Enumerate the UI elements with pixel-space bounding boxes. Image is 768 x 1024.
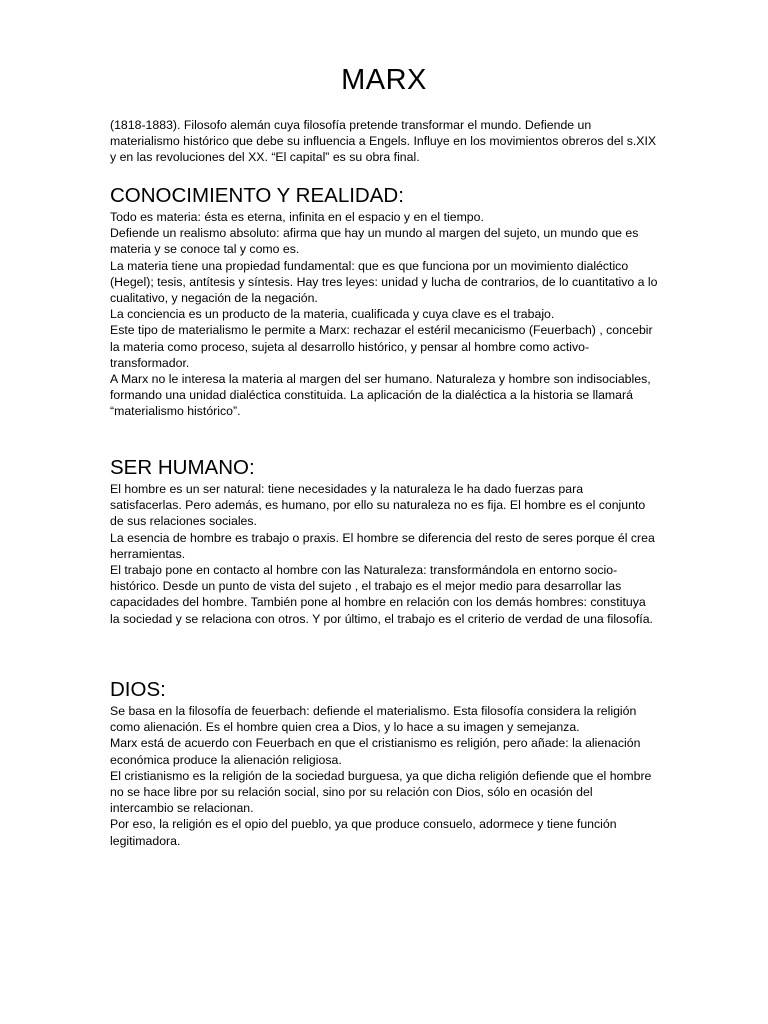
paragraph: El trabajo pone en contacto al hombre con las Naturaleza: transformándola en entorno socio-histórico. Desde un punto de vista del sujeto , el trabajo es el mejor medio para desarrollar las capacidades del hombre. También pone al hombre en relación con los demás hombres: constituya la sociedad y se relaciona con otros. Y por último, el trabajo es el criterio de verdad de una filosofía. <box>110 563 653 626</box>
section-heading: CONOCIMIENTO Y REALIDAD: <box>110 184 404 207</box>
section-heading: DIOS: <box>110 678 166 701</box>
paragraph: Defiende un realismo absoluto: afirma que hay un mundo al margen del sujeto, un mundo que es materia y se conoce tal y como es. <box>110 226 639 257</box>
intro-paragraph: (1818-1883). Filosofo alemán cuya filosofía pretende transformar el mundo. Defiende un materialismo histórico que debe su influencia a Engels. Influye en los movimientos obreros del s.XIX y en las revoluciones del XX. “El capital” es su obra final. <box>110 118 657 165</box>
paragraph: El cristianismo es la religión de la sociedad burguesa, ya que dicha religión defiende que el hombre no se hace libre por su relación social, sino por su relación con Dios, sólo en ocasión del intercambio se relacionan. <box>110 768 652 816</box>
section-heading: SER HUMANO: <box>110 456 255 479</box>
paragraph: Por eso, la religión es el opio del pueblo, ya que produce consuelo, adormece y tiene función legitimadora. <box>110 817 617 848</box>
paragraph: Todo es materia: ésta es eterna, infinita en el espacio y en el tiempo. <box>110 210 484 224</box>
section-dios <box>110 677 658 849</box>
section-ser-humano <box>110 455 658 627</box>
paragraph: A Marx no le interesa la materia al margen del ser humano. Naturaleza y hombre son indisociables, formando una unidad dialéctica constituida. La aplicación de la dialéctica a la historia se llamará “materialismo histórico”. <box>110 372 651 419</box>
paragraph: La esencia de hombre es trabajo o praxis. El hombre se diferencia del resto de seres porque él crea herramientas. <box>110 530 655 561</box>
paragraph: La materia tiene una propiedad fundamental: que es que funciona por un movimiento dialéctico (Hegel); tesis, antítesis y síntesis. Hay tres leyes: unidad y lucha de contrarios, de lo cuantitativo a lo cualitativo, y negación de la negación. <box>110 258 658 306</box>
page-title: MARX <box>341 64 427 96</box>
paragraph: Se basa en la filosofía de feuerbach: defiende el materialismo. Esta filosofía considera la religión como alienación. Es el hombre quien crea a Dios, y lo hace a su imagen y semejanza. <box>110 704 637 735</box>
paragraph: El hombre es un ser natural: tiene necesidades y la naturaleza le ha dado fuerzas para satisfacerlas. Pero además, es humano, por ello su naturaleza no es fija. El hombre es el conjunto de sus relaciones sociales. <box>110 482 646 529</box>
paragraph: Marx está de acuerdo con Feuerbach en que el cristianismo es religión, pero añade: la alienación económica produce la alienación religiosa. <box>110 736 641 767</box>
section-conocimiento-y-realidad <box>110 183 658 420</box>
paragraph: Este tipo de materialismo le permite a Marx: rechazar el estéril mecanicismo (Feuerbach) , concebir la materia como proceso, sujeta al desarrollo histórico, y pensar al hombre como activo-transformador. <box>110 323 653 370</box>
paragraph: La conciencia es un producto de la materia, cualificada y cuya clave es el trabajo. <box>110 307 555 322</box>
